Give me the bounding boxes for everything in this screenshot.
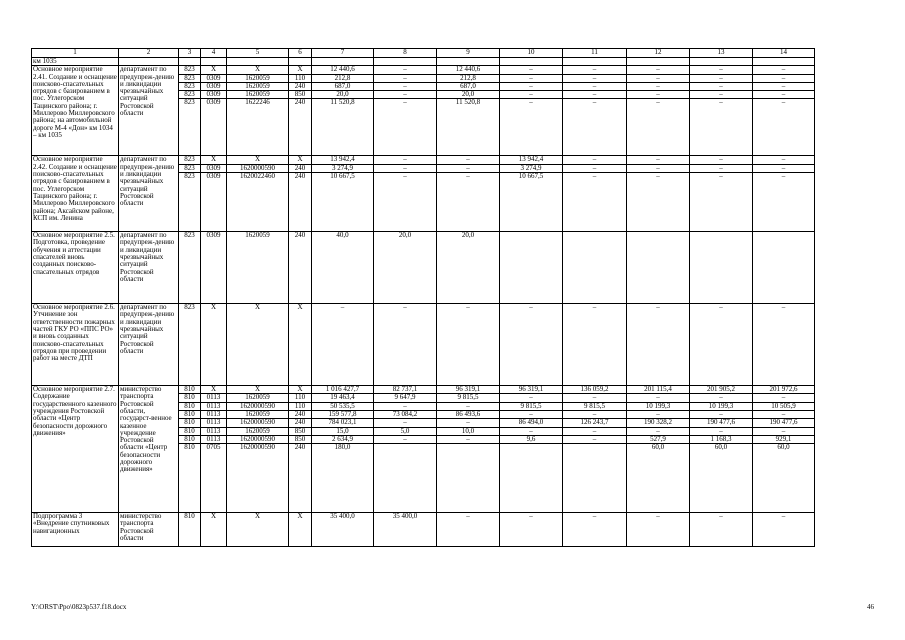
value-cell: 86 494,0 xyxy=(500,419,563,427)
value-cell: – xyxy=(690,74,753,82)
value-cell: – xyxy=(563,82,627,90)
header-row xyxy=(32,49,815,58)
value-cell: Х xyxy=(201,66,227,74)
table-cell xyxy=(179,58,201,66)
value-cell: – xyxy=(753,394,815,402)
value-cell: – xyxy=(563,513,627,547)
value-cell: – xyxy=(690,513,753,547)
value-cell: – xyxy=(627,173,690,232)
value-cell: 823 xyxy=(179,232,201,304)
value-cell: 0705 xyxy=(201,444,227,513)
value-cell: – xyxy=(437,156,500,164)
value-cell: 9 815,5 xyxy=(500,402,563,410)
value-cell: Х xyxy=(201,304,227,386)
value-cell: 11 520,8 xyxy=(437,99,500,156)
value-cell: – xyxy=(690,427,753,435)
value-cell: 35 400,0 xyxy=(374,513,437,547)
value-cell xyxy=(437,444,500,513)
value-cell: 0309 xyxy=(201,164,227,172)
value-cell: 82 737,1 xyxy=(374,386,437,394)
value-cell: 11 520,8 xyxy=(312,99,374,156)
value-cell: – xyxy=(627,427,690,435)
value-cell: 1620059 xyxy=(227,427,289,435)
value-cell: – xyxy=(374,164,437,172)
value-cell: – xyxy=(500,394,563,402)
value-cell: 0309 xyxy=(201,74,227,82)
value-cell: 687,0 xyxy=(437,82,500,90)
value-cell: – xyxy=(500,82,563,90)
value-cell: – xyxy=(627,74,690,82)
value-cell: 190 328,2 xyxy=(627,419,690,427)
value-cell: 96 319,1 xyxy=(437,386,500,394)
value-cell: Х xyxy=(289,513,312,547)
value-cell: – xyxy=(563,74,627,82)
value-cell: 810 xyxy=(179,513,201,547)
value-cell: 823 xyxy=(179,91,201,99)
value-cell: – xyxy=(690,99,753,156)
value-cell: 3 274,9 xyxy=(500,164,563,172)
value-cell: Х xyxy=(289,156,312,164)
value-cell: 50 535,5 xyxy=(312,402,374,410)
value-cell: 823 xyxy=(179,74,201,82)
value-cell: – xyxy=(500,304,563,386)
value-cell: Х xyxy=(289,304,312,386)
value-cell: 212,8 xyxy=(312,74,374,82)
value-cell: – xyxy=(753,410,815,418)
executor-name: министерство транспорта Ростовской области, государст-венное казенное учреждение Ростовской области «Центр безопасности дорожного движения» xyxy=(119,386,179,513)
value-cell: – xyxy=(374,91,437,99)
value-cell: Х xyxy=(227,513,289,547)
executor-name: департамент по предупреж-дению и ликвидации чрезвычайных ситуаций Ростовской области xyxy=(119,66,179,156)
value-cell: – xyxy=(627,304,690,386)
value-cell: 73 084,2 xyxy=(374,410,437,418)
value-cell: 10 667,5 xyxy=(500,173,563,232)
column-header: 4 xyxy=(201,49,227,58)
value-cell: 190 477,6 xyxy=(690,419,753,427)
table-cell xyxy=(374,58,437,66)
value-cell: 201 115,4 xyxy=(627,386,690,394)
table-row xyxy=(32,58,815,66)
value-cell: 9 815,5 xyxy=(563,402,627,410)
activity-name: Основное мероприятие 2.7. Содержание государственного казенного учреждения Ростовской области «Центр безопасности дорожного движения» xyxy=(32,386,119,513)
value-cell: 20,0 xyxy=(312,91,374,99)
value-cell: 0113 xyxy=(201,402,227,410)
value-cell: 20,0 xyxy=(374,232,437,304)
document-path: Y:\ORST\Ppo\0823p537.f18.docx xyxy=(31,603,127,611)
activity-name: Подпрограмма 3 «Внедрение спутниковых навигационных xyxy=(32,513,119,547)
value-cell: 1620022460 xyxy=(227,173,289,232)
value-cell: – xyxy=(563,66,627,74)
value-cell: – xyxy=(500,427,563,435)
value-cell: 784 023,1 xyxy=(312,419,374,427)
value-cell: – xyxy=(627,66,690,74)
value-cell: – xyxy=(753,66,815,74)
value-cell: 1620059 xyxy=(227,394,289,402)
value-cell: 12 440,6 xyxy=(312,66,374,74)
table-row xyxy=(32,513,815,547)
value-cell: 19 463,4 xyxy=(312,394,374,402)
value-cell: Х xyxy=(227,304,289,386)
column-header: 13 xyxy=(690,49,753,58)
value-cell: 13 942,4 xyxy=(500,156,563,164)
value-cell: – xyxy=(500,66,563,74)
value-cell: 810 xyxy=(179,386,201,394)
value-cell: – xyxy=(312,304,374,386)
value-cell: 810 xyxy=(179,419,201,427)
value-cell: 10 505,9 xyxy=(753,402,815,410)
table-cell xyxy=(289,58,312,66)
value-cell: Х xyxy=(227,386,289,394)
value-cell: 20,0 xyxy=(437,232,500,304)
executor-name: департамент по предупреж-дению и ликвидации чрезвычайных ситуаций Ростовской области xyxy=(119,156,179,232)
value-cell: – xyxy=(374,173,437,232)
value-cell: – xyxy=(690,394,753,402)
value-cell: 1620059 xyxy=(227,82,289,90)
value-cell: 20,0 xyxy=(437,91,500,99)
value-cell: – xyxy=(627,164,690,172)
value-cell: – xyxy=(753,427,815,435)
value-cell: – xyxy=(500,513,563,547)
column-header: 2 xyxy=(119,49,179,58)
value-cell: 180,0 xyxy=(312,444,374,513)
value-cell: – xyxy=(690,173,753,232)
value-cell: – xyxy=(437,173,500,232)
value-cell: 1620000590 xyxy=(227,444,289,513)
value-cell: 212,8 xyxy=(437,74,500,82)
value-cell: 201 905,2 xyxy=(690,386,753,394)
value-cell: – xyxy=(627,156,690,164)
value-cell: 810 xyxy=(179,394,201,402)
value-cell: – xyxy=(374,99,437,156)
value-cell: – xyxy=(374,402,437,410)
value-cell: – xyxy=(753,74,815,82)
value-cell: 10 667,5 xyxy=(312,173,374,232)
value-cell: – xyxy=(563,410,627,418)
value-cell: – xyxy=(374,66,437,74)
value-cell: 1620059 xyxy=(227,410,289,418)
value-cell: 110 xyxy=(289,394,312,402)
value-cell: 86 493,6 xyxy=(437,410,500,418)
column-header: 1 xyxy=(32,49,119,58)
value-cell: – xyxy=(563,394,627,402)
value-cell: – xyxy=(690,164,753,172)
value-cell: 9 647,9 xyxy=(374,394,437,402)
value-cell: – xyxy=(437,402,500,410)
value-cell xyxy=(500,232,563,304)
value-cell: 0113 xyxy=(201,419,227,427)
value-cell: – xyxy=(627,394,690,402)
value-cell: – xyxy=(690,304,753,386)
table-row xyxy=(32,304,815,386)
value-cell: – xyxy=(374,74,437,82)
column-header: 3 xyxy=(179,49,201,58)
value-cell: – xyxy=(563,435,627,443)
value-cell: 240 xyxy=(289,410,312,418)
value-cell: 1622246 xyxy=(227,99,289,156)
value-cell: – xyxy=(690,91,753,99)
value-cell: – xyxy=(374,419,437,427)
value-cell: 823 xyxy=(179,304,201,386)
value-cell: 850 xyxy=(289,435,312,443)
value-cell: 0113 xyxy=(201,410,227,418)
value-cell: 0309 xyxy=(201,82,227,90)
table-cell xyxy=(119,58,179,66)
table-cell xyxy=(312,58,374,66)
value-cell: 10,0 xyxy=(437,427,500,435)
value-cell: 1 016 427,7 xyxy=(312,386,374,394)
value-cell: – xyxy=(753,173,815,232)
value-cell: 823 xyxy=(179,82,201,90)
value-cell: – xyxy=(374,304,437,386)
value-cell: – xyxy=(563,164,627,172)
value-cell: 9,6 xyxy=(500,435,563,443)
value-cell: 810 xyxy=(179,427,201,435)
value-cell: 1620000590 xyxy=(227,435,289,443)
value-cell: – xyxy=(690,66,753,74)
value-cell xyxy=(563,444,627,513)
value-cell: 1620000590 xyxy=(227,419,289,427)
value-cell: 1620000590 xyxy=(227,402,289,410)
value-cell: Х xyxy=(201,513,227,547)
value-cell: 0113 xyxy=(201,394,227,402)
activity-name: Основное мероприятие 2.41. Создание и оснащение поисково-спасательных отрядов с базированием в пос. Углегорском Тацинского района; г. Миллерово Миллеровского района; на автомобильной дороге М-4 «Дон» км 1034 – км 1035 xyxy=(32,66,119,156)
value-cell: 10 199,3 xyxy=(690,402,753,410)
value-cell: – xyxy=(563,91,627,99)
value-cell: 240 xyxy=(289,444,312,513)
value-cell: – xyxy=(500,99,563,156)
value-cell xyxy=(627,232,690,304)
value-cell: 823 xyxy=(179,173,201,232)
value-cell: – xyxy=(627,513,690,547)
table-cell xyxy=(500,58,563,66)
column-header: 8 xyxy=(374,49,437,58)
value-cell: – xyxy=(563,304,627,386)
value-cell: 159 577,8 xyxy=(312,410,374,418)
value-cell xyxy=(500,444,563,513)
value-cell: – xyxy=(374,82,437,90)
value-cell: Х xyxy=(289,386,312,394)
value-cell: – xyxy=(627,91,690,99)
value-cell: 823 xyxy=(179,164,201,172)
value-cell: 10 199,3 xyxy=(627,402,690,410)
value-cell: 1620059 xyxy=(227,91,289,99)
executor-name: департамент по предупреж-дению и ликвидации чрезвычайных ситуаций Ростовской области xyxy=(119,232,179,304)
value-cell: 13 942,4 xyxy=(312,156,374,164)
table-cell xyxy=(690,58,753,66)
value-cell: 9 815,5 xyxy=(437,394,500,402)
value-cell: – xyxy=(437,164,500,172)
value-cell xyxy=(690,232,753,304)
table-row xyxy=(32,232,815,304)
value-cell: 810 xyxy=(179,444,201,513)
value-cell xyxy=(563,232,627,304)
table-cell xyxy=(437,58,500,66)
value-cell: – xyxy=(374,435,437,443)
value-cell: – xyxy=(753,82,815,90)
value-cell: 96 319,1 xyxy=(500,386,563,394)
value-cell: 527,9 xyxy=(627,435,690,443)
value-cell: 810 xyxy=(179,410,201,418)
value-cell: 0309 xyxy=(201,173,227,232)
value-cell: – xyxy=(690,156,753,164)
value-cell: – xyxy=(500,410,563,418)
value-cell: Х xyxy=(201,156,227,164)
column-header: 7 xyxy=(312,49,374,58)
table-row xyxy=(32,156,815,164)
value-cell: 2 634,9 xyxy=(312,435,374,443)
value-cell: Х xyxy=(227,156,289,164)
value-cell: 201 972,6 xyxy=(753,386,815,394)
value-cell: – xyxy=(563,427,627,435)
page-number: 46 xyxy=(867,603,874,611)
value-cell: 1 168,3 xyxy=(690,435,753,443)
activity-name: Основное мероприятие 2.5. Подготовка, проведение обучения и аттестации спасателей вновь созданных поисково-спасательных отрядов xyxy=(32,232,119,304)
value-cell: – xyxy=(437,435,500,443)
value-cell: – xyxy=(627,99,690,156)
activity-name: Основное мероприятие 2.42. Создание и оснащение поисково-спасательных отрядов с базированием в пос. Углегорском Тацинского района; г. Миллерово Миллеровского района; Аксайском районе, КСП им. Ленина xyxy=(32,156,119,232)
column-header: 9 xyxy=(437,49,500,58)
value-cell: 0309 xyxy=(201,232,227,304)
value-cell: – xyxy=(690,82,753,90)
value-cell: – xyxy=(753,164,815,172)
value-cell: – xyxy=(627,82,690,90)
executor-name: департамент по предупреж-дению и ликвидации чрезвычайных ситуаций Ростовской области xyxy=(119,304,179,386)
value-cell xyxy=(753,232,815,304)
value-cell: 240 xyxy=(289,82,312,90)
value-cell: 1620059 xyxy=(227,74,289,82)
value-cell: 810 xyxy=(179,402,201,410)
value-cell: 823 xyxy=(179,99,201,156)
value-cell: 240 xyxy=(289,173,312,232)
value-cell: Х xyxy=(201,386,227,394)
value-cell: 5,0 xyxy=(374,427,437,435)
value-cell: 240 xyxy=(289,164,312,172)
value-cell: 1620059 xyxy=(227,232,289,304)
value-cell: 60,0 xyxy=(690,444,753,513)
table-cell xyxy=(627,58,690,66)
value-cell: 810 xyxy=(179,435,201,443)
table-cell xyxy=(201,58,227,66)
value-cell: 823 xyxy=(179,66,201,74)
value-cell: 40,0 xyxy=(312,232,374,304)
column-header: 11 xyxy=(563,49,627,58)
value-cell: 687,0 xyxy=(312,82,374,90)
value-cell: 850 xyxy=(289,427,312,435)
value-cell: – xyxy=(627,410,690,418)
value-cell xyxy=(374,444,437,513)
value-cell: 0309 xyxy=(201,99,227,156)
budget-table xyxy=(31,48,815,547)
value-cell: 850 xyxy=(289,91,312,99)
value-cell: Х xyxy=(289,66,312,74)
value-cell: – xyxy=(563,173,627,232)
column-header: 12 xyxy=(627,49,690,58)
value-cell: 823 xyxy=(179,156,201,164)
value-cell: 190 477,6 xyxy=(753,419,815,427)
table-cell xyxy=(227,58,289,66)
column-header: 14 xyxy=(753,49,815,58)
value-cell: – xyxy=(753,91,815,99)
activity-name: Основное мероприятие 2.6. Утчинение зон ответственности пожарных частей ГКУ РО «ППС РО» и вновь созданных поисково-спасательных отрядов при проведении работ на месте ДТП xyxy=(32,304,119,386)
value-cell: – xyxy=(563,156,627,164)
executor-name: министерство транспорта Ростовской области xyxy=(119,513,179,547)
value-cell: 126 243,7 xyxy=(563,419,627,427)
value-cell: 136 059,2 xyxy=(563,386,627,394)
value-cell: 240 xyxy=(289,232,312,304)
continuation-cell: км 1035 xyxy=(32,58,119,66)
value-cell: 240 xyxy=(289,419,312,427)
value-cell: 929,1 xyxy=(753,435,815,443)
value-cell: – xyxy=(753,304,815,386)
value-cell: 1620000590 xyxy=(227,164,289,172)
value-cell: – xyxy=(500,91,563,99)
value-cell: – xyxy=(753,156,815,164)
value-cell: – xyxy=(437,513,500,547)
value-cell: – xyxy=(563,99,627,156)
table-row xyxy=(32,66,815,74)
value-cell: 110 xyxy=(289,74,312,82)
value-cell: Х xyxy=(227,66,289,74)
value-cell: 240 xyxy=(289,99,312,156)
value-cell: 0113 xyxy=(201,427,227,435)
column-header: 10 xyxy=(500,49,563,58)
table-row xyxy=(32,386,815,394)
value-cell: – xyxy=(437,304,500,386)
value-cell: 110 xyxy=(289,402,312,410)
column-header: 6 xyxy=(289,49,312,58)
value-cell: 15,0 xyxy=(312,427,374,435)
value-cell: – xyxy=(374,156,437,164)
value-cell: 12 440,6 xyxy=(437,66,500,74)
value-cell: 0309 xyxy=(201,91,227,99)
value-cell: – xyxy=(690,410,753,418)
value-cell: 60,0 xyxy=(753,444,815,513)
value-cell: 0113 xyxy=(201,435,227,443)
value-cell: 35 400,0 xyxy=(312,513,374,547)
value-cell: – xyxy=(437,419,500,427)
value-cell: – xyxy=(753,99,815,156)
table-cell xyxy=(563,58,627,66)
value-cell: 3 274,9 xyxy=(312,164,374,172)
table-cell xyxy=(753,58,815,66)
value-cell: – xyxy=(753,513,815,547)
value-cell: – xyxy=(500,74,563,82)
column-header: 5 xyxy=(227,49,289,58)
value-cell: 60,0 xyxy=(627,444,690,513)
